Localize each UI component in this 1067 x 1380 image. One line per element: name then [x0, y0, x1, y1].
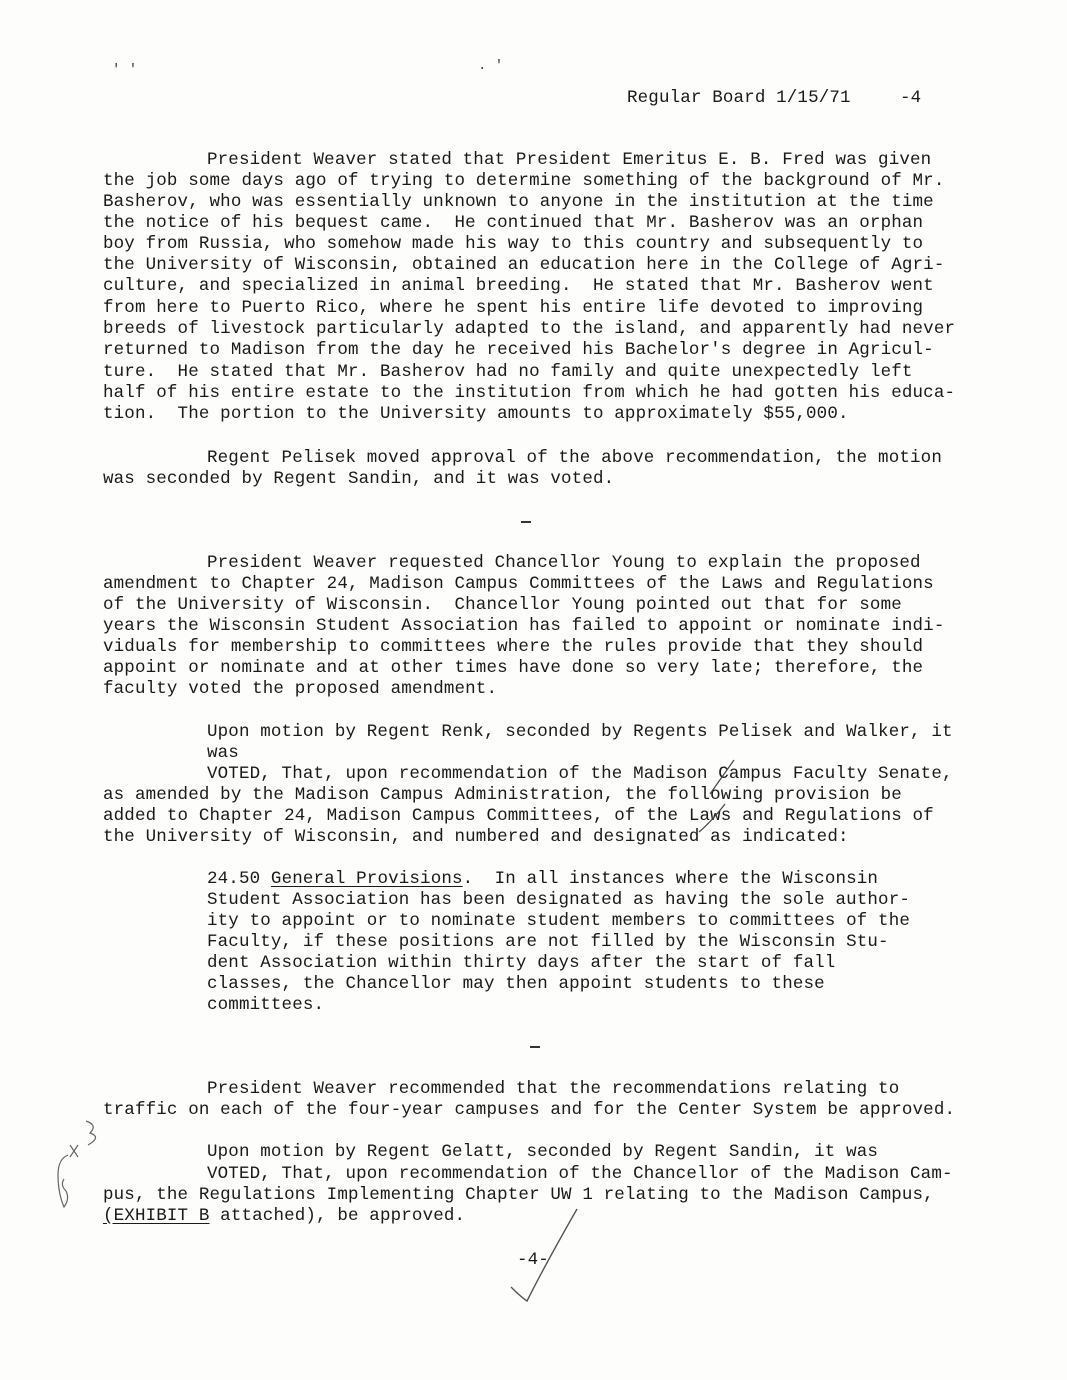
text-line: of the University of Wisconsin. Chancellor Young pointed out that for some [103, 595, 902, 615]
handwritten-slash-icon [695, 800, 735, 836]
text-line: VOTED, That, upon recommendation of the Madison Campus Faculty Senate, [207, 764, 953, 784]
text-line: was [207, 743, 239, 763]
text-line: President Weaver recommended that the recommendations relating to [207, 1079, 900, 1099]
text-line: pus, the Regulations Implementing Chapter UW 1 relating to the Madison Campus, [103, 1185, 934, 1205]
text-line: the notice of his bequest came. He continued that Mr. Basherov was an orphan [103, 213, 924, 233]
text-line: Faculty, if these positions are not filled by the Wisconsin Stu- [207, 932, 889, 952]
text-line: the job some days ago of trying to determine something of the background of Mr. [103, 171, 945, 191]
text-line: the University of Wisconsin, obtained an education here in the College of Agri- [103, 255, 945, 275]
section-number: 24.50 [207, 869, 271, 889]
text-line: President Weaver requested Chancellor Young to explain the proposed [207, 553, 921, 573]
handwritten-check-icon [505, 1205, 585, 1305]
text-line: the University of Wisconsin, and numbered and designated as indicated: [103, 827, 849, 847]
scan-mark: ' ' [112, 62, 138, 78]
text-line: traffic on each of the four-year campuses and for the Center System be approved. [103, 1100, 956, 1120]
text-line: President Weaver stated that President Emeritus E. B. Fred was given [207, 150, 932, 170]
text-line: VOTED, That, upon recommendation of the Chancellor of the Madison Cam- [207, 1164, 953, 1184]
text-line: as amended by the Madison Campus Administration, the following provision be [103, 785, 902, 805]
scan-mark: . ' [478, 58, 504, 74]
text-line: boy from Russia, who somehow made his way to this country and subsequently to [103, 234, 924, 254]
text-line: added to Chapter 24, Madison Campus Committees, of the Laws and Regulations of [103, 806, 934, 826]
text-line: Regent Pelisek moved approval of the above recommendation, the motion [207, 448, 942, 468]
page-header-number: -4 [900, 88, 922, 108]
text-line: half of his entire estate to the institution from which he had gotten his educa- [103, 383, 956, 403]
text-line: returned to Madison from the day he received his Bachelor's degree in Agricul- [103, 340, 934, 360]
text-line: from here to Puerto Rico, where he spent his entire life devoted to improving [103, 298, 924, 318]
text-line: tion. The portion to the University amounts to approximately $55,000. [103, 404, 849, 424]
text-line: years the Wisconsin Student Association has failed to appoint or nominate indi- [103, 616, 945, 636]
text-line: amendment to Chapter 24, Madison Campus Committees of the Laws and Regulations [103, 574, 934, 594]
text-line: Basherov, who was essentially unknown to anyone in the institution at the time [103, 192, 934, 212]
text-line: viduals for membership to committees where the rules provide that they should [103, 637, 924, 657]
handwritten-slash-icon [700, 758, 740, 798]
footer-page-number: -4- [517, 1250, 549, 1270]
section-divider [521, 521, 531, 523]
section-divider [530, 1046, 540, 1048]
page-header-title: Regular Board 1/15/71 [627, 88, 851, 108]
text-line: appoint or nominate and at other times have done so very late; therefore, the [103, 658, 924, 678]
text-line: culture, and specialized in animal breeding. He stated that Mr. Basherov went [103, 276, 934, 296]
provision-first-line [207, 869, 878, 889]
text-line: breeds of livestock particularly adapted to the island, and apparently had never [103, 319, 956, 339]
exhibit-reference: (EXHIBIT B [103, 1206, 210, 1226]
text-line: classes, the Chancellor may then appoint students to these [207, 974, 825, 994]
section-title: General Provisions [270, 869, 463, 889]
text-line: faculty voted the proposed amendment. [103, 679, 498, 699]
text-fragment: attached), be approved. [209, 1206, 466, 1226]
text-line: Upon motion by Regent Gelatt, seconded by Regent Sandin, it was [207, 1142, 879, 1162]
text-fragment: . In all instances where the Wisconsin [462, 869, 879, 889]
handwritten-margin-note-icon [40, 1115, 110, 1225]
text-line: Upon motion by Regent Renk, seconded by Regents Pelisek and Walker, it [207, 722, 953, 742]
exhibit-line [103, 1206, 465, 1226]
text-line: was seconded by Regent Sandin, and it was voted. [103, 469, 615, 489]
text-line: ity to appoint or to nominate student members to committees of the [207, 911, 911, 931]
text-line: dent Association within thirty days after the start of fall [207, 953, 836, 973]
text-line: committees. [207, 995, 325, 1015]
text-line: ture. He stated that Mr. Basherov had no family and quite unexpectedly left [103, 362, 913, 382]
text-line: Student Association has been designated as having the sole author- [207, 890, 911, 910]
